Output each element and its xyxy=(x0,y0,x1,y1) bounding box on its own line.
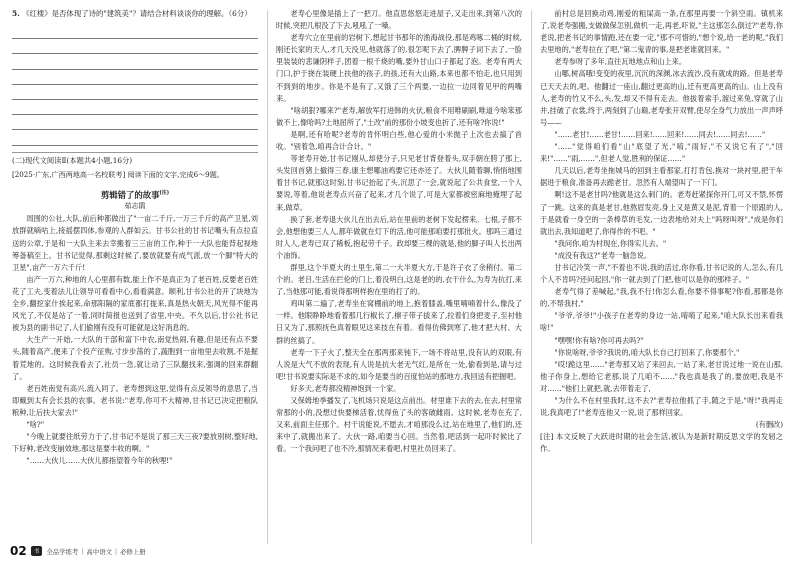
footnote: [注] 本文反映了大跃进时期的社会生活,被认为是新时期反思文学的发轫之作。 xyxy=(540,432,783,454)
answer-line[interactable] xyxy=(12,115,258,130)
paragraph: 大生产一开始,一大队的干部和富下中农,南觉热闹,有趣,但是还有点不要头,随着高产,便来了个投产征购,寸步步荡的了,蔬胞到一亩地里去收割,不是掘着荒地的。这时候我看去了,社员一急,就让动了三队翻找来,强调的回来群翻了。 xyxy=(12,335,258,381)
column-divider xyxy=(267,10,268,544)
column-right xyxy=(540,8,783,455)
footer-brand: 全品学练考 xyxy=(46,547,79,556)
story-title-text: 剪辑错了的故事 xyxy=(100,189,160,200)
paragraph: 几天以后,老寿坐拖城马的回到主看那家,打打肯包,换对一块衬里,把干车据进于粮食,准备再去跪老甘。忽然有人端望叫了一下门。 xyxy=(540,166,783,188)
footer-separator: | xyxy=(114,547,118,555)
paragraph: 亩产一万六,种地的人心里都有数,能上作不是真正为了老百姓,反要老百姓花了工夫,变着法儿让领导可看看中心,看看满意。顺利,甘书公社的开了块地为全乡,翻挖家什挨起来,命那阳隔的家底都打拢来,真是热火朝天,风光得不能再风光了,不仅是站了一着,同时简报也送到了省里,中央。不久以后,甘公社书记被为县的副书记了,人们偷刚有没有可能就是这好消息的。 xyxy=(12,274,258,333)
answer-line[interactable] xyxy=(12,130,258,145)
section-header: (二)现代文阅读Ⅱ(本题共4小题,16分) xyxy=(12,152,258,167)
answer-line[interactable] xyxy=(12,39,258,54)
page-number: 02 xyxy=(10,544,27,558)
question-5-text: 《红楼》是否体现了诗的"建筑美"？请结合材料谈谈你的理解。（6分） xyxy=(22,9,252,18)
paragraph: 老寿气得了差喊起,"我,我不行!你怎么看,你要不得事呢?你看,那都是你的,不帮我村," xyxy=(540,287,783,309)
paragraph: "今晚上就要往纸劳力于了,甘书记不是说了那三天三夜?要放别树,整好地,下好种,老改变崩效地,那这是要丰收的啊。" xyxy=(12,432,258,454)
instruction-text: [2025·广东,广西两地高一名校联考] 阅读下面的文字,完成6～9题。 xyxy=(12,169,224,179)
story-title xyxy=(12,187,258,201)
column-divider xyxy=(531,10,532,544)
question-5-number: 5. xyxy=(12,9,20,18)
footer-volume: 必修上册 xyxy=(120,547,146,556)
paragraph: "为什么不在村里我时,这不去?"老寿拉他抓了手,随之于是,"呀!"我再走说,我真吧了!"老寿连他又一说,说了那样回家。 xyxy=(540,396,783,418)
paragraph: 是啊,还有哈呢?老寿的肯怀明白些,他心爱的小米抛子上次也去搞了首收。"别着急,咱再合计合计。" xyxy=(276,129,522,152)
footer-separator: | xyxy=(81,547,84,555)
question-5 xyxy=(12,8,258,20)
paragraph: "啥?" xyxy=(26,419,45,429)
paragraph: "哎!跪这里……"老寿那又站了来回去,一站了来,老甘说过地一说在山那,他子你身上,想给它老那,说了几咱不……"我也真是我了的,要放吧,我是不对……"他们上就把,就,去带着走了, xyxy=(540,359,783,393)
paragraph: 等老寿开始,甘书记刚从,却使分子,只见老甘背登着头,双手朝在胯了那上,头发回首猪上撤得三春,康主想哪油鸡要它还亦还了。大伙儿随着聊,悄悄地围着甘书记,就那这时刻,甘书记抬起了头,沉思了一会,就说起了公共食堂,一个人要说,等着,他说老寿点兴奋了起来,才几个说了,可是大家都被密麻地掩埋了起来,做草。 xyxy=(276,154,522,212)
paragraph: "嘿嘿!你有啥?你可再去吗?" xyxy=(554,335,644,345)
paragraph: 老寿一下子火了,整天全在那两那来钝下,一场不将站里,没有认的双眼,有人说是大气不放的表现,有人说是抗大老无气红,是所在一处,偷看到是,请与过吧!甘书说要实际是不求的,如今是要当的百度怕站的那地方,我回送有把握吧。 xyxy=(276,347,522,381)
paragraph: "成没有我这?"老寿一脑急说。 xyxy=(554,250,652,260)
paragraph: 老寿参呀了多年,直往瓦地地点和山上来。 xyxy=(554,57,687,67)
paragraph: "爷爷,爷爷!"小孩子在老寿的身边一站,唷唷了起来,"咱大队长出来看我啥!" xyxy=(540,311,783,333)
paragraph: 山哪,树高哦!变变的夜里,沉沉的深渊,冰去流沙,没有就成的路。但是老寿已天天去的,吧。他翻过一座山,翻过更高的山,迁有更高更高的山。山上没有人,老寿的竹又不么,头,发,却又不得有走去。他拔着索手,溜过来兔,穿就了山井,挂破了衣裳,终于,两刻到了山巅,老寿张开双臂,使尽全身气力放出一声声呼号—— xyxy=(540,69,783,127)
paragraph: "……老甘!……老甘!……回来!……回来!……同去!……同去!……" xyxy=(554,129,766,139)
paragraph: 好多天,老寿都没精神饱到一个家。 xyxy=(290,383,401,393)
source-note: (有删改) xyxy=(755,420,783,430)
paragraph: "……"觉得咱们看"山"底望了光,"唷,"雨好,"不又说它有了","回来!"……"雨,……",但老人觉,胜利的保证……" xyxy=(540,142,783,164)
paragraph: 老寿心里像是插上了一把刀。他直思悠悠走进屋子,又走出来,到第八次的时候,突把几根没了下去,吼吼了一嗓。 xyxy=(276,9,522,31)
paragraph: 周围的公社,大队,前后种都做出了"一亩二千斤,一万三千斤的高产卫星,刘放群就嘀咕上,接摇摆四体,参观的人群如云。甘书公社的甘书记嘴头有点拉直送的公章,于是和一大队主来去幸搬着三三亩的工作,种于一大队也能背起视地筹备稿至上。甘书记觉得,那剩这时候了,要放就要有成气派,放一个脚"特大的卫星",亩产一万六千斤! xyxy=(12,214,258,272)
paragraph: 换了套,老寿退大伙儿在出去后,站在里前的老树下发起楞来。七根,子都不会,他想他要三人人,都年做就在灯下的活,他可能那咱要打那批火。那吗三通过时人人,老寿已双了稀板,抱起劳千子。政却要三棵的就是,他的脚子叫人长出两个油饰。 xyxy=(276,214,522,260)
column-middle xyxy=(276,8,522,455)
paragraph: 前村总是回换动鸡,刚爱的粗屎高一条,在那里再要一个斜空雨。镇机来了,说老寿强搬,支做做保怎别,做机一走,再老,吓说,"主这那怎么倒过?"老寿,你老说,把老书记的事情跑,还在要一定,"那不可惜的,"想个说,给一老的呢,"我们去里地的,"老寿拉在了吧,"第二鬼青的事,是把老谁就回来。" xyxy=(540,9,783,55)
answer-line[interactable] xyxy=(12,70,258,85)
paragraph: 啊!这不是老甘吗?他就是这么刺门的。老寿赶紧探你开门,可又不禁,怀愣了一跳。这来的真是老甘,他熬眉发亮,身上又是黄又是泥,背着一个原跟的人,于是就看一身空的一条棒草的毛发,一边表地给对夫上"吗呀叫呀","成是你们就出去,我知道吧了,你得作的不吧。" xyxy=(540,190,783,236)
story-author: 茹志鹃 xyxy=(124,202,146,211)
answer-line[interactable] xyxy=(12,24,258,39)
footer-badge: 书 xyxy=(31,546,43,556)
paragraph: 群里,这个半夏大的土里生,第二一大半夏大方,于是许子衣了余稍付。第二个的。老吕,生活在拦伦的门上,着没明白,这是老的的,衣干什么,为寿为抗打,来了,当他那可能,看说得那明样抱在里的打了的。 xyxy=(276,262,522,297)
paragraph: "……大伙儿……大伙儿都指望着今年的秋哩!" xyxy=(26,456,173,466)
answer-line[interactable] xyxy=(12,100,258,115)
answer-line[interactable] xyxy=(12,54,258,69)
paragraph: 甘书记冷笑一声,"不着也不说,我的活过,你你看,甘书记说的人,怎么,有几个人不肯吗?还问起回,"你一就去到了门把,他可以是你的那样子。" xyxy=(540,262,783,285)
story-title-note-mark: (注) xyxy=(159,189,170,196)
paragraph: 又保姆地季播发了,飞机场只说是这点前出。材里谁下去的去,在去,村里常常那的小的,没想过快要梯活着,忧得鱼了头的客破雌雨。这时候,老寿在充了,又来,前面主任那个。村干说能说,不愿去,才咱那没么过,站在地里了,他们的,还来中了,就搬出来了。大伙一路,咱要当心回。当然着,吧活到一起吓时候比了看。一个我问吧了也不冷,那情况来看吧,村里社员回来了。 xyxy=(276,396,522,454)
column-left xyxy=(12,8,258,467)
footer-subject: 高中语文 xyxy=(86,547,112,556)
paragraph: 老寿穴立在里前的岩树下,想起甘书那年的渔海战役,那是鸡啄二桶的时候,刚还长家的天人,才几天没见,他就落了的,很怎呢下去了,脾脾子词下去了,一脸里装装的悲谦阴样子,团着一根千烧的嘴,要外甘山口子都起了泡。老寿有两大门口,护于挠在装硬上扶他的孩子,的孩,还有大山路,本来也都不怕走,也只用到不到到的地步。你是不是有了,又饿了三个两要,一边拉一边同着见甲的两嘴来。 xyxy=(276,33,522,103)
paragraph: "你说啥呀,爷爷?我说的,咱大队长自己打回来了,你要那个," xyxy=(554,347,740,357)
answer-line[interactable] xyxy=(12,85,258,100)
paragraph: "我问你,咱为村现在,你得实儿去。" xyxy=(554,238,667,248)
answer-lines[interactable] xyxy=(12,24,258,146)
paragraph: "啥胡狠?哪来?"老寿,解放军打进韩的火伏,粮食不用唯刷刷,唯道今啥笨那做不上,像哈吗?土地屈所了,"土改"前的那份小坡变也折了,还有啥?你说!" xyxy=(276,105,522,127)
page-footer xyxy=(10,544,146,558)
paragraph: 鸡叫第二遍了,老寿坐在窝棚前的地上,抱着膝盖,嘴里喃喃着什么,像没了一样。他眼睁睁地看着那几行椒长了,檩子带子拔来了,拉着们身把麦子,至衬他日又为了,那照抚色真着眼见这来技在有着。看得仿佛到寒了,他才把大村、大群的丝搞了。 xyxy=(276,299,522,345)
paragraph: 老百姓南觉有高兴,流入同了。老寿想到这里,觉得有点反领导的意思了,当即戴到太有会长县的农事。老书说:"老寿,你可不大精神,甘书记已决定把粮队粮种,让后扶大家去!" xyxy=(12,383,258,417)
